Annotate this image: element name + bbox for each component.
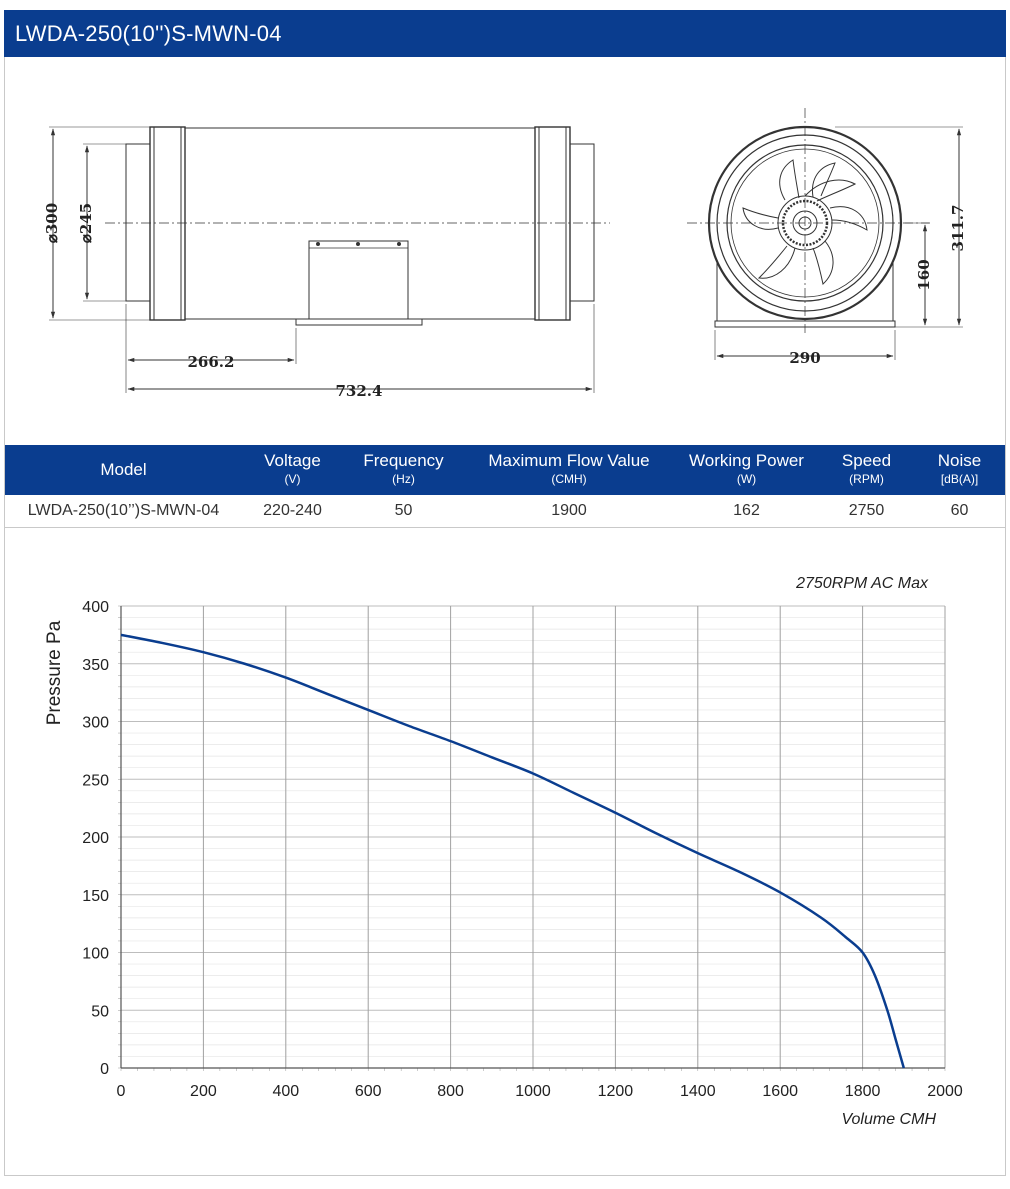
x-tick-label: 0 — [116, 1083, 126, 1100]
dim-width: 290 — [789, 349, 821, 367]
x-tick-label: 1000 — [515, 1083, 551, 1100]
col-power: Working Power (W) — [674, 445, 819, 495]
y-tick-label: 0 — [100, 1061, 109, 1078]
y-tick-label: 100 — [82, 945, 109, 963]
dim-center-height: 160 — [915, 259, 933, 291]
col-noise: Noise [dB(A)] — [914, 445, 1005, 495]
cell-model: LWDA-250(10’’)S-MWN-04 — [5, 495, 242, 527]
cell-voltage: 220-240 — [242, 495, 343, 527]
cell-power: 162 — [674, 495, 819, 527]
col-voltage: Voltage (V) — [242, 445, 343, 495]
y-tick-label: 200 — [82, 830, 109, 847]
dim-diameter-outer: ⌀300 — [43, 202, 61, 244]
y-tick-label: 350 — [82, 656, 109, 674]
x-tick-label: 800 — [437, 1083, 464, 1100]
col-max-flow: Maximum Flow Value (CMH) — [464, 445, 674, 495]
chart-title: 2750RPM AC Max — [796, 575, 928, 592]
x-tick-label: 600 — [354, 1083, 382, 1100]
y-axis-label: Pressure Pa — [44, 620, 65, 726]
x-tick-label: 1800 — [844, 1083, 881, 1100]
dim-offset: 266.2 — [187, 353, 235, 371]
title-bar — [4, 10, 1006, 57]
dim-height: 311.7 — [949, 204, 967, 252]
col-model: Model — [5, 445, 242, 495]
series-line — [121, 635, 904, 1068]
performance-chart — [5, 528, 1005, 1174]
chart-svg — [5, 528, 1005, 1174]
col-speed: Speed (RPM) — [819, 445, 914, 495]
x-tick-label: 1400 — [680, 1083, 716, 1100]
x-tick-label: 1600 — [762, 1083, 798, 1100]
y-tick-label: 400 — [82, 599, 109, 616]
x-tick-label: 1200 — [597, 1083, 634, 1100]
dim-diameter-inner: ⌀245 — [77, 202, 95, 244]
cell-max-flow: 1900 — [464, 495, 674, 527]
spec-table-header — [5, 445, 1005, 495]
x-axis-label: Volume CMH — [841, 1111, 936, 1128]
dimension-drawing — [5, 58, 1005, 444]
y-tick-label: 50 — [91, 1003, 109, 1021]
x-tick-label: 200 — [190, 1083, 217, 1100]
cell-frequency: 50 — [343, 495, 464, 527]
y-tick-label: 250 — [82, 772, 109, 790]
table-row — [5, 495, 1005, 527]
technical-drawing — [5, 58, 1005, 444]
x-tick-label: 400 — [272, 1083, 300, 1100]
side-view — [49, 127, 610, 393]
x-tick-label: 2000 — [927, 1083, 963, 1100]
page-title: LWDA-250(10'')S-MWN-04 — [15, 20, 282, 46]
front-view — [687, 108, 963, 360]
cell-noise: 60 — [914, 495, 1005, 527]
dim-length: 732.4 — [335, 382, 383, 400]
y-tick-label: 300 — [82, 714, 109, 732]
cell-speed: 2750 — [819, 495, 914, 527]
spec-table — [5, 445, 1005, 528]
col-frequency: Frequency (Hz) — [343, 445, 464, 495]
y-tick-label: 150 — [82, 887, 109, 905]
